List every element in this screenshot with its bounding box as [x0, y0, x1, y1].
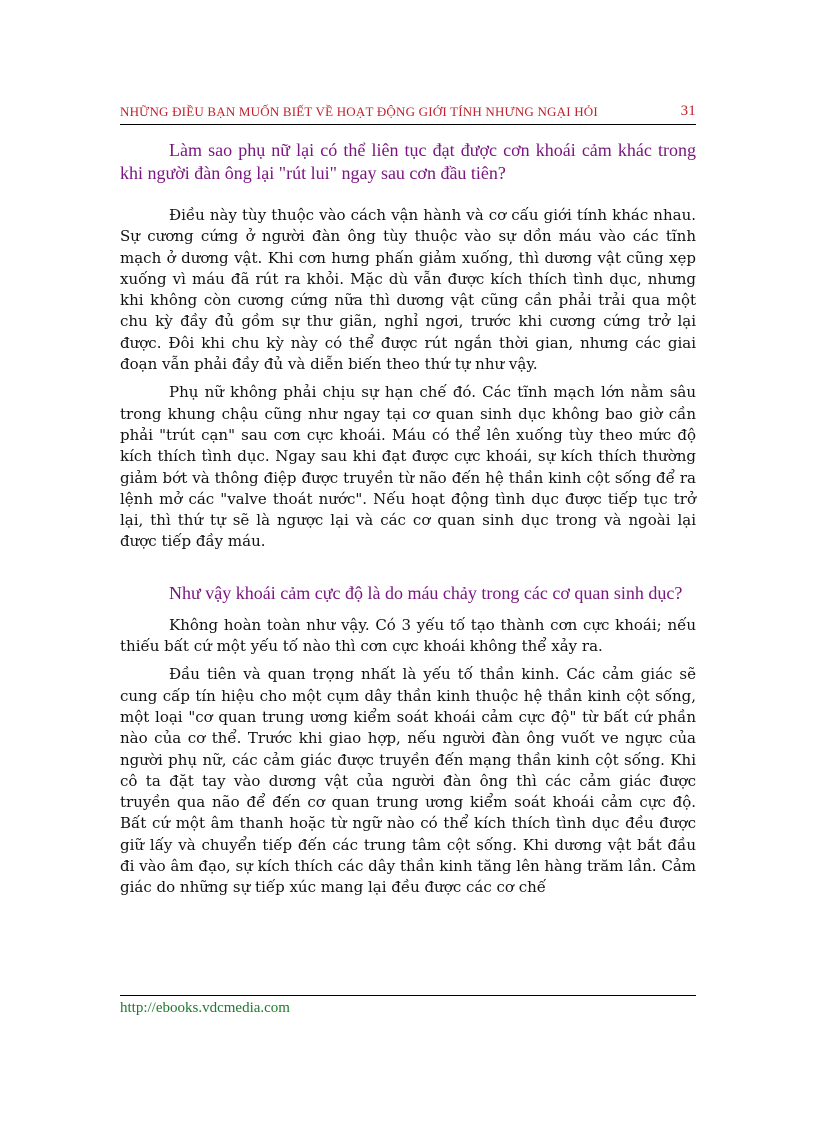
footer-url-link[interactable]: http://ebooks.vdcmedia.com — [120, 1000, 290, 1016]
footer-divider — [120, 995, 696, 996]
body-paragraph: Điều này tùy thuộc vào cách vận hành và cơ cấu giới tính khác nhau. Sự cương cứng ở người đàn ông tùy thuộc vào sự dồn máu vào các tĩnh mạch ở dương vật. Khi cơn hưng phấn giảm xuống, thì dương vật cũng xẹp xuống vì máu đã rút ra khỏi. Mặc dù vẫn được kích thích tình dục, nhưng khi không còn cương cứng nữa thì dương vật cũng cần phải trải qua một chu kỳ đầy đủ gồm sự thư giãn, nghỉ ngơi, trước khi cương cứng trở lại được. Đôi khi chu kỳ này có thể được rút ngắn thời gian, nhưng các giai đoạn vẫn phải đầy đủ và diễn biến theo thứ tự như vậy. — [120, 206, 696, 374]
running-header — [120, 104, 696, 120]
question-heading: Như vậy khoái cảm cực độ là do máu chảy trong các cơ quan sinh dục? — [169, 582, 683, 603]
page-body — [120, 139, 696, 906]
question-heading: Làm sao phụ nữ lại có thể liên tục đạt được cơn khoái cảm khác trong khi người đàn ông lại "rút lui" ngay sau cơn đầu tiên? — [120, 140, 696, 183]
body-paragraph: Phụ nữ không phải chịu sự hạn chế đó. Các tĩnh mạch lớn nằm sâu trong khung chậu cũng như ngay tại cơ quan sinh dục không bao giờ cần phải "trút cạn" sau cơn cực khoái. Máu có thể lên xuống tùy theo mức độ kích thích tình dục. Ngay sau khi đạt được cực khoái, sự kích thích thường giảm bớt và thông điệp được truyền từ não đến hệ thần kinh cột sống để ra lệnh mở các "valve thoát nước". Nếu hoạt động tình dục được tiếp tục trở lại, thì thứ tự sẽ là ngược lại và các cơ quan sinh dục trong và ngoài lại được tiếp đầy máu. — [120, 383, 696, 551]
header-divider — [120, 124, 696, 125]
body-paragraph: Đầu tiên và quan trọng nhất là yếu tố thần kinh. Các cảm giác sẽ cung cấp tín hiệu cho một cụm dây thần kinh thuộc hệ thần kinh cột sống, một loại "cơ quan trung ương kiểm soát khoái cảm cực độ" từ bất cứ phần nào của cơ thể. Trước khi giao hợp, nếu người đàn ông vuốt ve ngực của người phụ nữ, các cảm giác được truyền đến mạng thần kinh cột sống. Khi cô ta đặt tay vào dương vật của người đàn ông thì các cảm giác được truyền qua não để đến cơ quan trung ương kiểm soát khoái cảm cực độ. Bất cứ một âm thanh hoặc từ ngữ nào có thể kích thích tình dục đều được giữ lấy và chuyển tiếp đến các trung tâm cột sống. Khi dương vật bắt đầu đi vào âm đạo, sự kích thích các dây thần kinh tăng lên hàng trăm lần. Cảm giác do những sự tiếp xúc mang lại đều được các cơ chế — [120, 665, 696, 897]
page-number: 31 — [680, 103, 696, 119]
header-title: NHỮNG ĐIỀU BẠN MUỐN BIẾT VỀ HOẠT ĐỘNG GIỚI TÍNH NHƯNG NGẠI HỎI — [120, 104, 598, 119]
body-paragraph: Không hoàn toàn như vậy. Có 3 yếu tố tạo thành cơn cực khoái; nếu thiếu bất cứ một yếu tố nào thì cơn cực khoái không thể xảy ra. — [120, 615, 696, 656]
